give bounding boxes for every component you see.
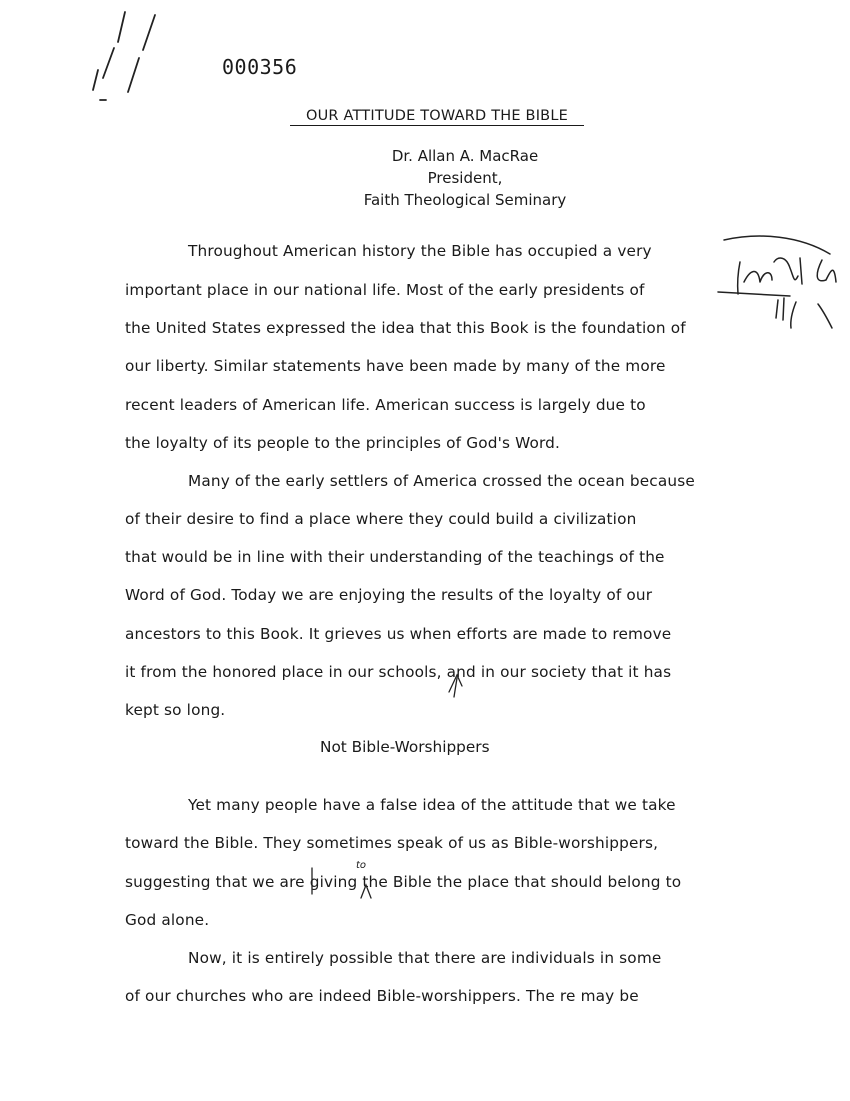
text-line: Now, it is entirely possible that there are individuals in some (188, 949, 662, 967)
text-line: kept so long. (125, 701, 226, 719)
author-block (330, 145, 600, 211)
text-line: of their desire to find a place where they could build a civilization (125, 510, 637, 528)
text-line: our liberty. Similar statements have been made by many of the more (125, 357, 666, 375)
text-line: God alone. (125, 911, 210, 929)
section-subheading: Not Bible-Worshippers (320, 738, 490, 756)
text-line: the loyalty of its people to the principles of God's Word. (125, 434, 561, 452)
author-name: Dr. Allan A. MacRae (391, 147, 539, 165)
insertion-mark-text: to (356, 860, 367, 871)
margin-note-insert (718, 236, 836, 328)
text-line: it from the honored place in our schools, and in our society that it has (125, 663, 672, 681)
text-line: of our churches who are indeed Bible-worshippers. The re may be (125, 987, 639, 1005)
text-line: recent leaders of American life. American success is largely due to (125, 396, 646, 414)
slash-marks (93, 12, 155, 100)
text-line: Many of the early settlers of America crossed the ocean because (188, 472, 695, 490)
author-institution: Faith Theological Seminary (363, 191, 567, 209)
text-line: Throughout American history the Bible has occupied a very (188, 242, 652, 260)
text-line: Yet many people have a false idea of the attitude that we take (188, 796, 676, 814)
text-line: that would be in line with their understanding of the teachings of the (125, 548, 665, 566)
text-line: toward the Bible. They sometimes speak of us as Bible-worshippers, (125, 834, 659, 852)
document-title: OUR ATTITUDE TOWARD THE BIBLE (290, 108, 584, 126)
text-line: Word of God. Today we are enjoying the results of the loyalty of our (125, 586, 653, 604)
author-position: President, (427, 169, 503, 187)
text-line: ancestors to this Book. It grieves us when efforts are made to remove (125, 625, 672, 643)
margin-note-text (735, 252, 739, 253)
text-line: the United States expressed the idea that this Book is the foundation of (125, 319, 686, 337)
text-line: important place in our national life. Most of the early presidents of (125, 281, 645, 299)
page-number: 000356 (222, 55, 298, 79)
text-line: suggesting that we are giving the Bible the place that should belong to (125, 873, 682, 891)
